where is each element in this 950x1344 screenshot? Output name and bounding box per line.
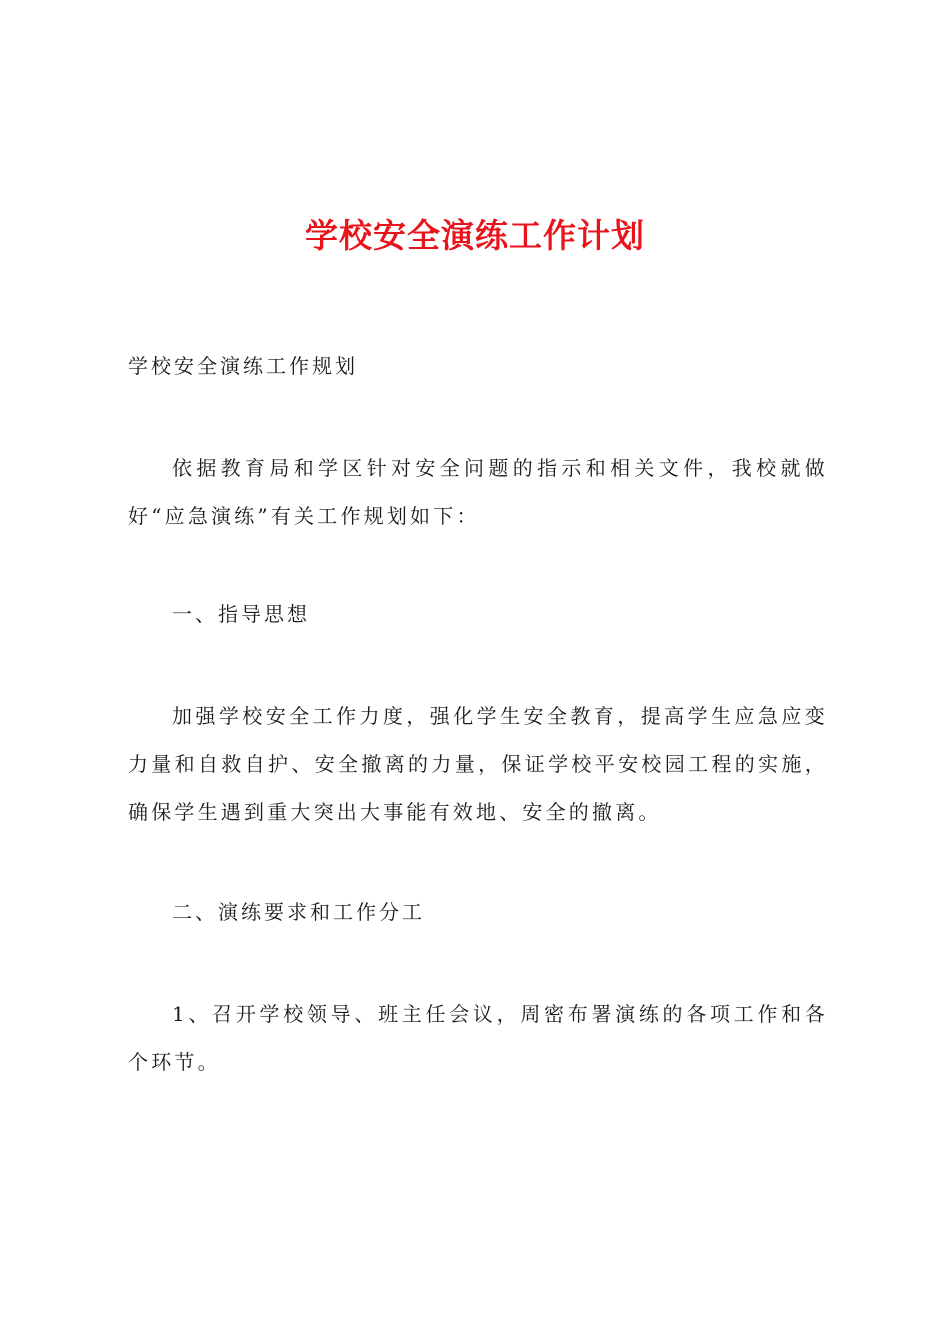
document-subtitle: 学校安全演练工作规划	[128, 354, 358, 378]
section-one-heading: 一、指导思想	[172, 602, 310, 626]
intro-paragraph: 依据教育局和学区针对安全问题的指示和相关文件，我校就做好“应急演练”有关工作规划如下：	[128, 456, 828, 528]
document-title: 学校安全演练工作计划	[305, 216, 645, 255]
section-two-heading: 二、演练要求和工作分工	[172, 900, 425, 924]
section-two-item-1: 1、召开学校领导、班主任会议，周密布署演练的各项工作和各个环节。	[128, 1002, 828, 1074]
section-one-paragraph: 加强学校安全工作力度，强化学生安全教育，提高学生应急应变力量和自救自护、安全撤离的力量，保证学校平安校园工程的实施，确保学生遇到重大突出大事能有效地、安全的撤离。	[128, 704, 828, 824]
